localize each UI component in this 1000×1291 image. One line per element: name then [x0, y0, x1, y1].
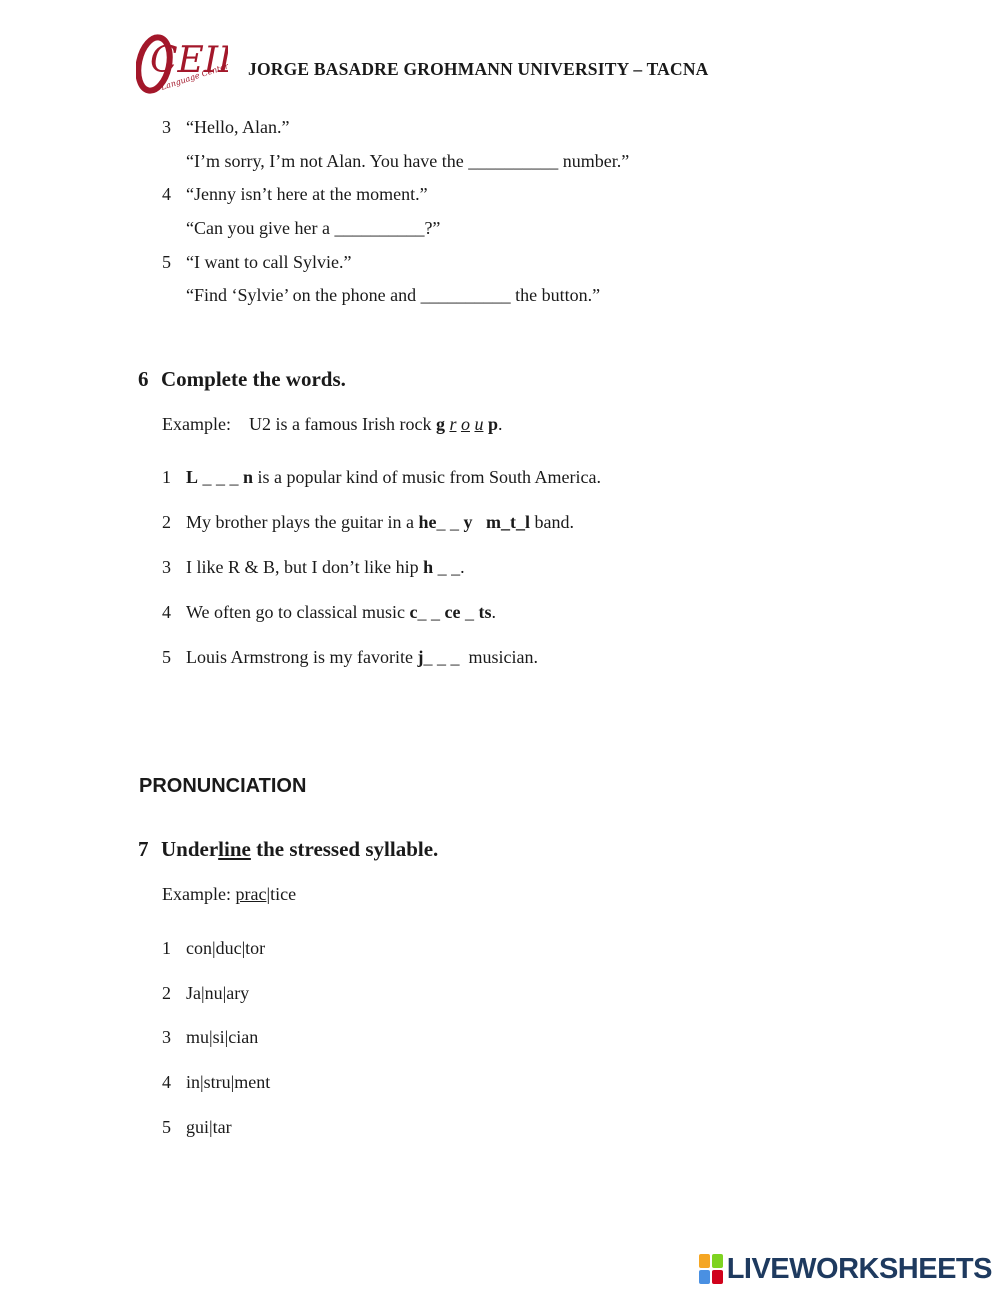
section-7-example: Example: prac|tice [162, 884, 297, 904]
list-item: 4 “Jenny isn’t here at the moment.” [162, 184, 428, 204]
liveworksheets-icon [699, 1254, 723, 1284]
list-item: 5 Louis Armstrong is my favorite j_ _ _ musician. [162, 647, 538, 667]
list-item: 1 con|duc|tor [162, 938, 266, 958]
list-item: 3 mu|si|cian [162, 1027, 259, 1047]
ceid-logo [136, 28, 228, 98]
list-item: 2 My brother plays the guitar in a he_ _ y m_t_l band. [162, 512, 574, 532]
list-item: 4 We often go to classical music c_ _ ce _ ts. [162, 602, 496, 622]
list-item: 2 Ja|nu|ary [162, 983, 250, 1003]
liveworksheets-brand[interactable] [699, 1252, 992, 1286]
section-6-example: Example: U2 is a famous Irish rock g r o u p. [162, 414, 503, 434]
list-item: 5 “I want to call Sylvie.” [162, 252, 352, 272]
list-item: 3 I like R & B, but I don’t like hip h _ _. [162, 557, 465, 577]
pronunciation-heading: PRONUNCIATION [139, 775, 307, 797]
logo-text: CEI [150, 40, 219, 81]
university-title: JORGE BASADRE GROHMANN UNIVERSITY – TACNA [248, 59, 709, 79]
brand-text: LIVEWORKSHEETS [726, 1252, 992, 1285]
list-item-reply: “I’m sorry, I’m not Alan. You have the __________ number.” [186, 151, 630, 171]
list-item-reply: “Find ‘Sylvie’ on the phone and __________ the button.” [186, 285, 601, 305]
logo-subtitle: Language Center [159, 61, 228, 92]
list-item: 4 in|stru|ment [162, 1072, 271, 1092]
section-7-title: 7 Underline the stressed syllable. [138, 837, 439, 861]
list-item: 5 gui|tar [162, 1117, 232, 1137]
section-6-title: 6 Complete the words. [138, 367, 346, 391]
list-item-reply: “Can you give her a __________?” [186, 218, 441, 238]
list-item: 1 L _ _ _ n is a popular kind of music from South America. [162, 467, 601, 487]
list-item: 3 “Hello, Alan.” [162, 117, 290, 137]
